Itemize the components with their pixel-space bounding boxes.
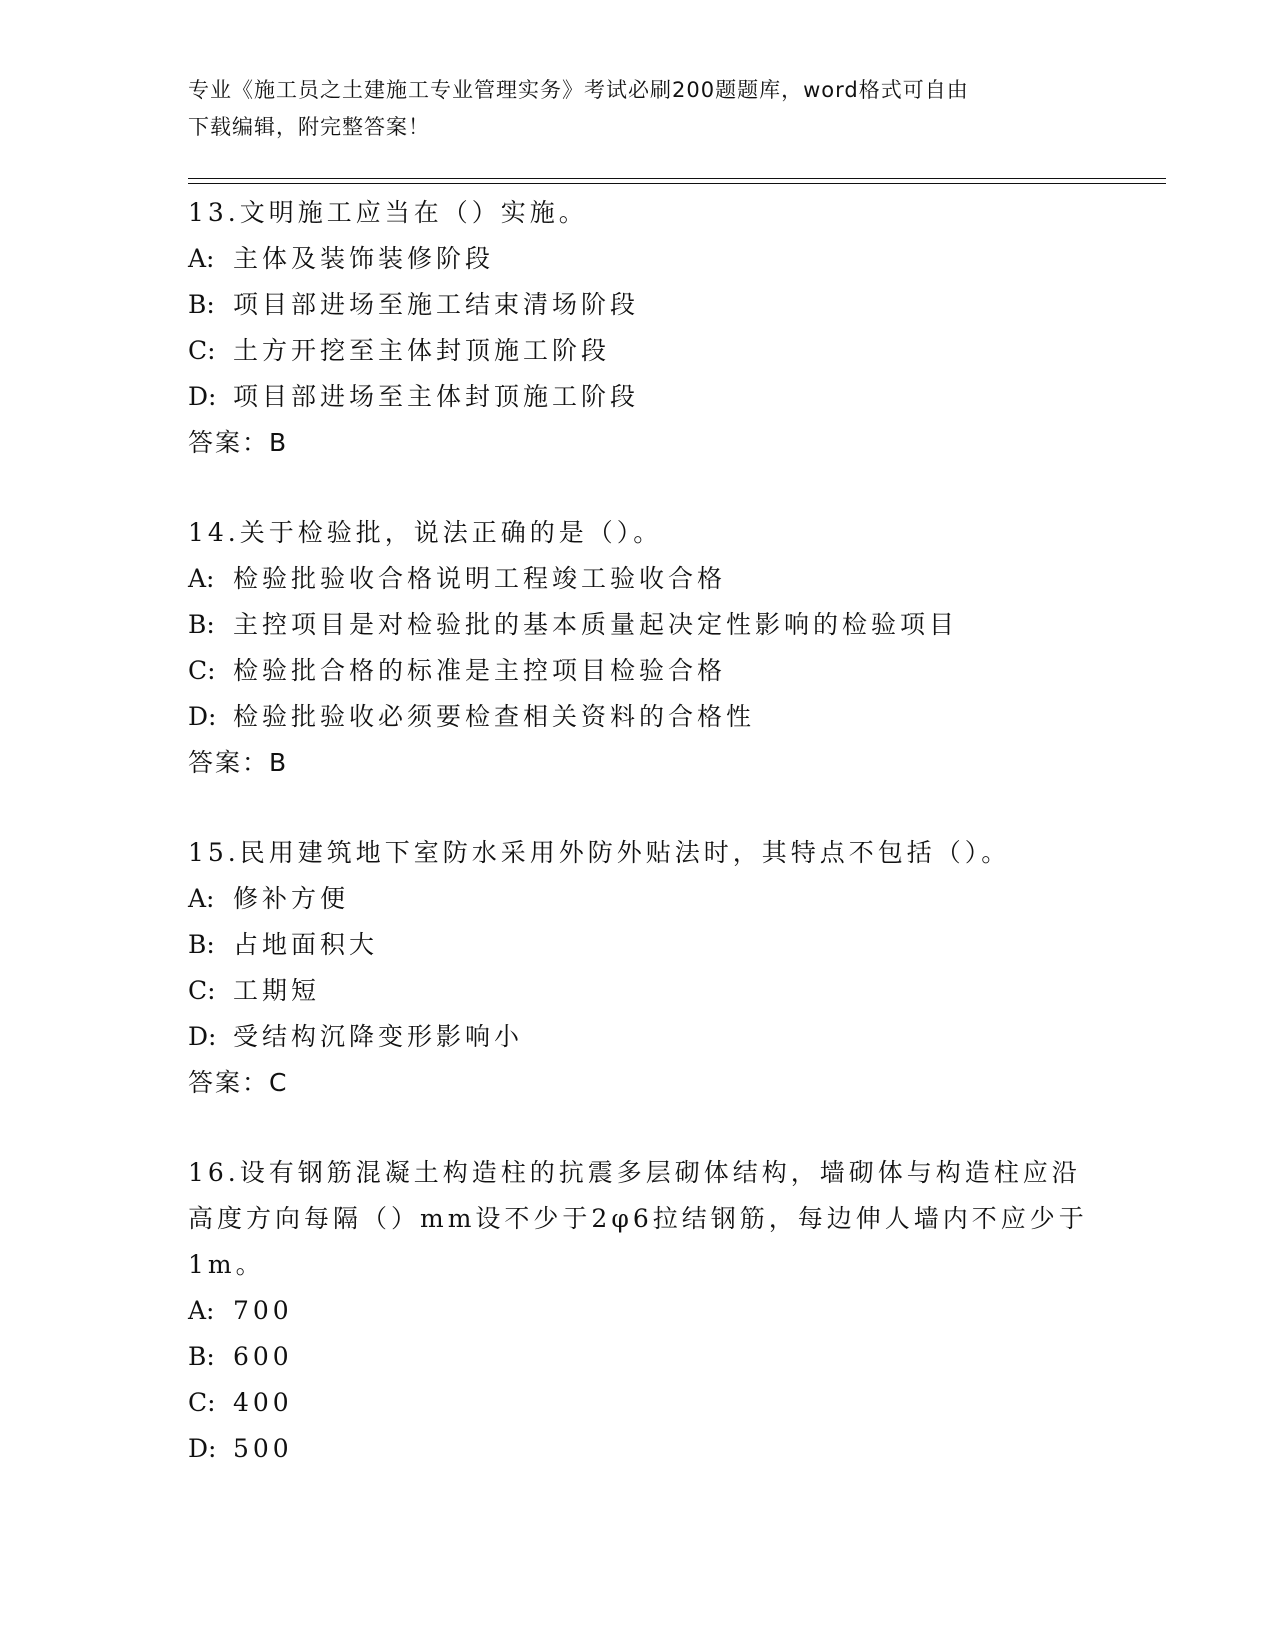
option-key: C:: [188, 656, 216, 685]
question-stem-line: 16.设有钢筋混凝土构造柱的抗震多层砌体结构，墙砌体与构造柱应沿: [188, 1158, 1081, 1187]
option-b: [188, 1334, 1088, 1380]
option-text: 400: [233, 1388, 293, 1417]
option-a: [188, 236, 1088, 282]
option-key: D:: [188, 382, 217, 411]
question-13: [188, 190, 1088, 466]
answer-line: 答案：C: [188, 1068, 289, 1097]
answer-line: 答案：B: [188, 428, 289, 457]
header-line-1: 专业《施工员之土建施工专业管理实务》考试必刷200题题库，word格式可自由: [188, 78, 969, 102]
option-key: B:: [188, 290, 215, 319]
option-key: A:: [188, 244, 215, 273]
question-15: [188, 830, 1088, 1106]
option-key: D:: [188, 1434, 217, 1463]
option-text: 500: [233, 1434, 293, 1463]
option-c: [188, 968, 1088, 1014]
option-text: 项目部进场至施工结束清场阶段: [233, 290, 640, 319]
option-b: [188, 922, 1088, 968]
question-stem: [188, 1150, 1088, 1288]
option-text: 检验批验收合格说明工程竣工验收合格: [233, 564, 727, 593]
option-a: [188, 876, 1088, 922]
option-key: A:: [188, 564, 215, 593]
question-stem-line: 高度方向每隔（）mm设不少于2φ6拉结钢筋，每边伸人墙内不应少于: [188, 1204, 1088, 1233]
option-key: A:: [188, 884, 215, 913]
option-text: 主体及装饰装修阶段: [233, 244, 495, 273]
option-text: 项目部进场至主体封顶施工阶段: [233, 382, 640, 411]
question-stem-line: 1m。: [188, 1250, 265, 1279]
option-b: [188, 602, 1088, 648]
option-d: [188, 694, 1088, 740]
option-key: B:: [188, 610, 215, 639]
option-d: [188, 374, 1088, 420]
option-text: 受结构沉降变形影响小: [233, 1022, 524, 1051]
question-16: [188, 1150, 1088, 1472]
option-c: [188, 328, 1088, 374]
option-key: A:: [188, 1296, 215, 1325]
option-text: 600: [233, 1342, 293, 1371]
option-a: [188, 556, 1088, 602]
question-stem: 13.文明施工应当在（）实施。: [188, 198, 588, 227]
option-text: 主控项目是对检验批的基本质量起决定性影响的检验项目: [233, 610, 959, 639]
option-key: C:: [188, 976, 216, 1005]
question-stem: 15.民用建筑地下室防水采用外防外贴法时，其特点不包括（）。: [188, 838, 1011, 867]
option-c: [188, 1380, 1088, 1426]
option-key: D:: [188, 1022, 217, 1051]
option-text: 工期短: [233, 976, 321, 1005]
question-14: [188, 510, 1088, 786]
option-text: 700: [233, 1296, 293, 1325]
option-text: 检验批合格的标准是主控项目检验合格: [233, 656, 727, 685]
option-key: B:: [188, 930, 215, 959]
option-text: 修补方便: [233, 884, 350, 913]
header-line-2: 下载编辑，附完整答案！: [188, 115, 430, 139]
option-text: 占地面积大: [233, 930, 379, 959]
option-key: C:: [188, 1388, 216, 1417]
option-key: D:: [188, 702, 217, 731]
option-text: 土方开挖至主体封顶施工阶段: [233, 336, 611, 365]
answer-line: 答案：B: [188, 748, 289, 777]
header-divider-top: [188, 178, 1166, 179]
option-a: [188, 1288, 1088, 1334]
question-stem: 14.关于检验批，说法正确的是（）。: [188, 518, 663, 547]
option-c: [188, 648, 1088, 694]
option-key: C:: [188, 336, 216, 365]
option-d: [188, 1014, 1088, 1060]
document-header: [188, 72, 1088, 146]
option-d: [188, 1426, 1088, 1472]
header-divider-bottom: [188, 183, 1166, 184]
option-key: B:: [188, 1342, 215, 1371]
option-text: 检验批验收必须要检查相关资料的合格性: [233, 702, 756, 731]
option-b: [188, 282, 1088, 328]
